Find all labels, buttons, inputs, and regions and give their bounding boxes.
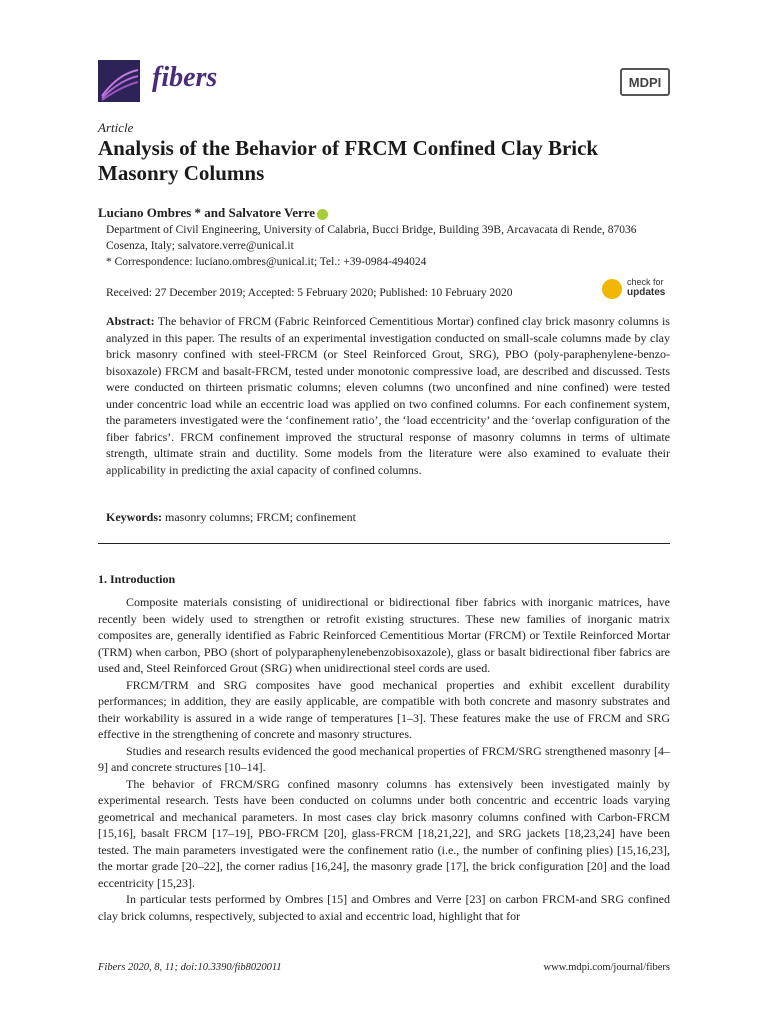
authors-text: Luciano Ombres * and Salvatore Verre <box>98 205 316 220</box>
check-updates-label <box>627 277 665 298</box>
check-line1: check for <box>627 277 664 287</box>
paragraph: In particular tests performed by Ombres [15] and Ombres and Verre [23] on carbon FRCM-and SRG confined clay brick columns, respectively, subjected to axial and eccentric load, highlight that for <box>98 892 670 923</box>
abstract <box>106 313 670 478</box>
check-line2: updates <box>627 287 666 298</box>
footer-citation-text: Fibers 2020, 8, 11; doi:10.3390/fib8020011 <box>98 962 282 973</box>
footer-citation <box>98 962 282 973</box>
author-list <box>98 205 328 221</box>
journal-logo-icon <box>98 60 140 102</box>
journal-header <box>98 58 670 102</box>
orcid-icon[interactable] <box>317 209 328 220</box>
correspondence: * Correspondence: luciano.ombres@unical.it; Tel.: +39-0984-494024 <box>106 256 427 268</box>
paragraph: FRCM/TRM and SRG composites have good mechanical properties and exhibit excellent durability performances; in addition, they are easily applicable, are compatible with both concrete and masonry substrates and their workability is assured in a wide range of temperatures [1–3]. These features make the use of FRCM and SRG effective in the strengthening of concrete and masonry structures. <box>98 677 670 741</box>
body-text <box>98 594 670 924</box>
affiliation: Department of Civil Engineering, University of Calabria, Bucci Bridge, Building 39B, Arcavacata di Rende, 87036 Cosenza, Italy; salvatore.verre@unical.it <box>106 224 637 252</box>
keywords-text: masonry columns; FRCM; confinement <box>165 510 356 524</box>
keywords <box>106 510 356 525</box>
keywords-label: Keywords: <box>106 510 162 524</box>
section-divider <box>98 543 670 544</box>
check-for-updates-button[interactable] <box>602 277 682 303</box>
check-updates-icon <box>602 279 622 299</box>
abstract-label: Abstract: <box>106 314 155 328</box>
publication-dates: Received: 27 December 2019; Accepted: 5 February 2020; Published: 10 February 2020 <box>106 287 513 299</box>
paragraph: Composite materials consisting of unidirectional or bidirectional fiber fabrics with inorganic matrices, have recently been widely used to strengthen or retrofit existing structures. These new families of inorganic matrix composites are, generally identified as Fabric Reinforced Cementitious Mortar (FRCM) or Textile Reinforced Mortar (TRM) when carbon, PBO (short of polyparaphenylenebenzobisoxazole), glass or basalt bidirectional fiber fabrics are used and, Steel Reinforced Grout (SRG) when unidirectional steel cords are used. <box>98 595 670 675</box>
paragraph: Studies and research results evidenced the good mechanical properties of FRCM/SRG strengthened masonry [4–9] and concrete structures [10–14]. <box>98 743 670 774</box>
section-heading: 1. Introduction <box>98 572 176 586</box>
paper-title: Analysis of the Behavior of FRCM Confined Clay Brick Masonry Columns <box>98 136 599 185</box>
publisher-logo[interactable]: MDPI <box>620 68 670 96</box>
journal-name: fibers <box>152 62 218 93</box>
paragraph: The behavior of FRCM/SRG confined masonry columns has extensively been investigated mainly by experimental research. Tests have been conducted on columns under both concentric and eccentric loads varying geometrical and mechanical parameters. In most cases clay brick masonry columns confined with Carbon-FRCM [15,16], basalt FRCM [17–19], PBO-FRCM [20], glass-FRCM [18,21,22], and SRG jackets [18,23,24] have been tested. The main parameters investigated were the confinement ratio (i.e., the number of confining plies) [15,16,23], the mortar grade [20–22], the corner radius [16,24], the masonry grade [17], the brick configuration [20] and the load eccentricity [15,23]. <box>98 776 670 890</box>
footer-url[interactable]: www.mdpi.com/journal/fibers <box>543 962 670 973</box>
abstract-text: The behavior of FRCM (Fabric Reinforced Cementitious Mortar) confined clay brick masonry columns is analyzed in this paper. The results of an experimental investigation conducted on small-scale columns made by clay brick masonry confined with steel-FRCM (or Steel Reinforced Grout, SRG), PBO (poly-paraphenylene-benzo-bisoxazole) FRCM and basalt-FRCM, tested under monotonic compressive load, are described and discussed. Tests were conducted on thirteen prismatic columns; eleven columns (two unconfined and nine confined) were tested under concentric load while an eccentric load was applied on two confined columns. For each confinement system, the parameters investigated were the ‘confinement ratio’, the ‘load eccentricity’ and the ‘overlap configuration of the fiber fabrics’. FRCM confinement improved the structural response of masonry columns in terms of ultimate strength, ultimate strain and ductility. Some models from the literature were also examined to evaluate their applicability in predicting the axial capacity of confined columns. <box>106 314 670 477</box>
affiliations <box>98 222 670 270</box>
article-type: Article <box>98 120 134 135</box>
